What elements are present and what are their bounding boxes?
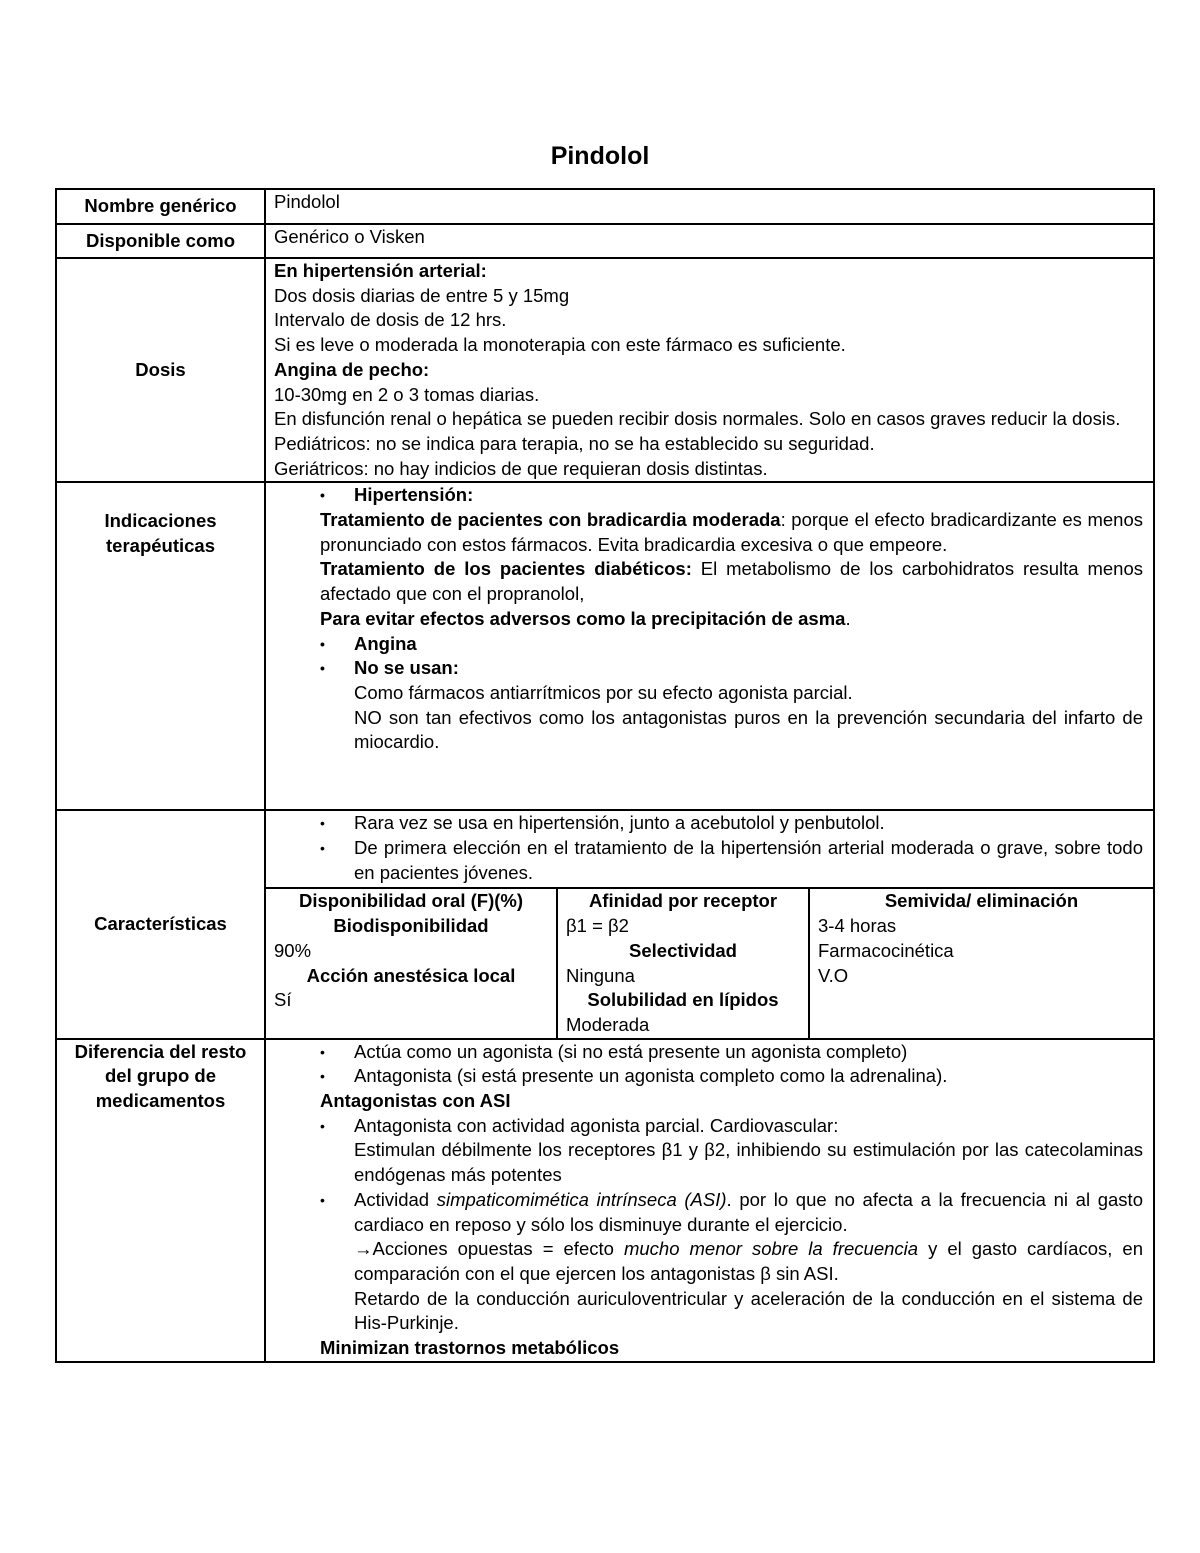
label-indicaciones: Indicaciones terapéuticas bbox=[56, 482, 265, 810]
dosis-line: Intervalo de dosis de 12 hrs. bbox=[274, 309, 507, 331]
indication-paragraph: Tratamiento de los pacientes diabéticos: El metabolismo de los carbohidratos resulta menos afectado que con el propranolol, bbox=[320, 558, 1143, 605]
bullet-item: • No se usan: bbox=[354, 656, 1143, 681]
diferencia-heading: Antagonistas con ASI bbox=[320, 1090, 511, 1112]
row-caracteristicas bbox=[56, 810, 1154, 1038]
value-disponible: Genérico o Visken bbox=[265, 224, 1154, 258]
bullet-item: • Actividad simpaticomimética intrínseca (ASI). por lo que no afecta a la frecuencia ni al gasto cardiaco en reposo y sólo los disminuye durante el ejercicio. →Acciones opuestas = efecto mucho menor sobre la frecuencia y el gasto cardíacos, en comparación con el que ejercen los antagonistas β sin ASI. Retardo de la conducción auriculoventricular y aceleración de la conducción en el sistema de His-Purkinje. bbox=[354, 1188, 1143, 1336]
diferencia-heading: Minimizan trastornos metabólicos bbox=[320, 1337, 620, 1359]
label-disponible: Disponible como bbox=[56, 224, 265, 258]
row-nombre bbox=[56, 189, 1154, 224]
bullet-item: • Angina bbox=[354, 632, 1143, 657]
value-caracteristicas bbox=[265, 810, 1154, 1038]
bullet-item: • Antagonista con actividad agonista parcial. Cardiovascular: Estimulan débilmente los receptores β1 y β2, inhibiendo su estimulación por las catecolaminas endógenas más potentes bbox=[354, 1114, 1143, 1188]
dosis-heading-hipertension: En hipertensión arterial: bbox=[274, 260, 487, 281]
dosis-line: Pediátricos: no se indica para terapia, no se ha establecido su seguridad. bbox=[274, 432, 875, 454]
indication-paragraph: Para evitar efectos adversos como la precipitación de asma. bbox=[320, 607, 851, 629]
bullet-item: • Antagonista (si está presente un agonista completo como la adrenalina). bbox=[354, 1064, 1143, 1089]
value-diferencia bbox=[265, 1039, 1154, 1362]
value-indicaciones bbox=[265, 482, 1154, 810]
col-semivida: Semivida/ eliminación 3-4 horas Farmacocinética V.O bbox=[809, 888, 1153, 1037]
col-disponibilidad: Disponibilidad oral (F)(%) Biodisponibilidad 90% Acción anestésica local Sí bbox=[266, 888, 557, 1037]
indication-note: NO son tan efectivos como los antagonistas puros en la prevención secundaria del infarto de miocardio. bbox=[354, 706, 1143, 753]
dosis-line: Geriátricos: no hay indicios de que requieran dosis distintas. bbox=[274, 457, 768, 479]
label-caracteristicas: Características bbox=[56, 810, 265, 1038]
bullet-item: • Actúa como un agonista (si no está presente un agonista completo) bbox=[354, 1040, 1143, 1065]
col-afinidad: Afinidad por receptor β1 = β2 Selectividad Ninguna Solubilidad en lípidos Moderada bbox=[557, 888, 809, 1037]
dosis-line: En disfunción renal o hepática se pueden recibir dosis normales. Solo en casos graves reducir la dosis. bbox=[274, 408, 1121, 430]
drug-info-table bbox=[55, 188, 1155, 1363]
pharmacology-table bbox=[266, 887, 1153, 1037]
dosis-line: 10-30mg en 2 o 3 tomas diarias. bbox=[274, 383, 540, 405]
bullet-item: • Rara vez se usa en hipertensión, junto a acebutolol y penbutolol. bbox=[354, 811, 1143, 836]
dosis-heading-angina: Angina de pecho: bbox=[274, 358, 430, 380]
label-nombre: Nombre genérico bbox=[56, 189, 265, 224]
row-indicaciones bbox=[56, 482, 1154, 810]
indication-paragraph: Tratamiento de pacientes con bradicardia moderada: porque el efecto bradicardizante es menos pronunciado con estos fármacos. Evita bradicardia excesiva o que empeore. bbox=[320, 509, 1143, 555]
value-dosis bbox=[265, 258, 1154, 482]
dosis-line: Dos dosis diarias de entre 5 y 15mg bbox=[274, 284, 570, 306]
indication-note: Como fármacos antiarrítmicos por su efecto agonista parcial. bbox=[354, 681, 853, 703]
dosis-line: Si es leve o moderada la monoterapia con este fármaco es suficiente. bbox=[274, 334, 846, 356]
row-dosis bbox=[56, 258, 1154, 482]
row-diferencia bbox=[56, 1039, 1154, 1362]
bullet-item: • De primera elección en el tratamiento de la hipertensión arterial moderada o grave, sobre todo en pacientes jóvenes. bbox=[354, 836, 1143, 885]
value-nombre: Pindolol bbox=[265, 189, 1154, 224]
label-dosis: Dosis bbox=[56, 258, 265, 482]
row-disponible bbox=[56, 224, 1154, 258]
label-diferencia: Diferencia del resto del grupo de medicamentos bbox=[56, 1039, 265, 1362]
bullet-item: • Hipertensión: bbox=[354, 483, 1143, 508]
page-title: Pindolol bbox=[550, 142, 650, 170]
